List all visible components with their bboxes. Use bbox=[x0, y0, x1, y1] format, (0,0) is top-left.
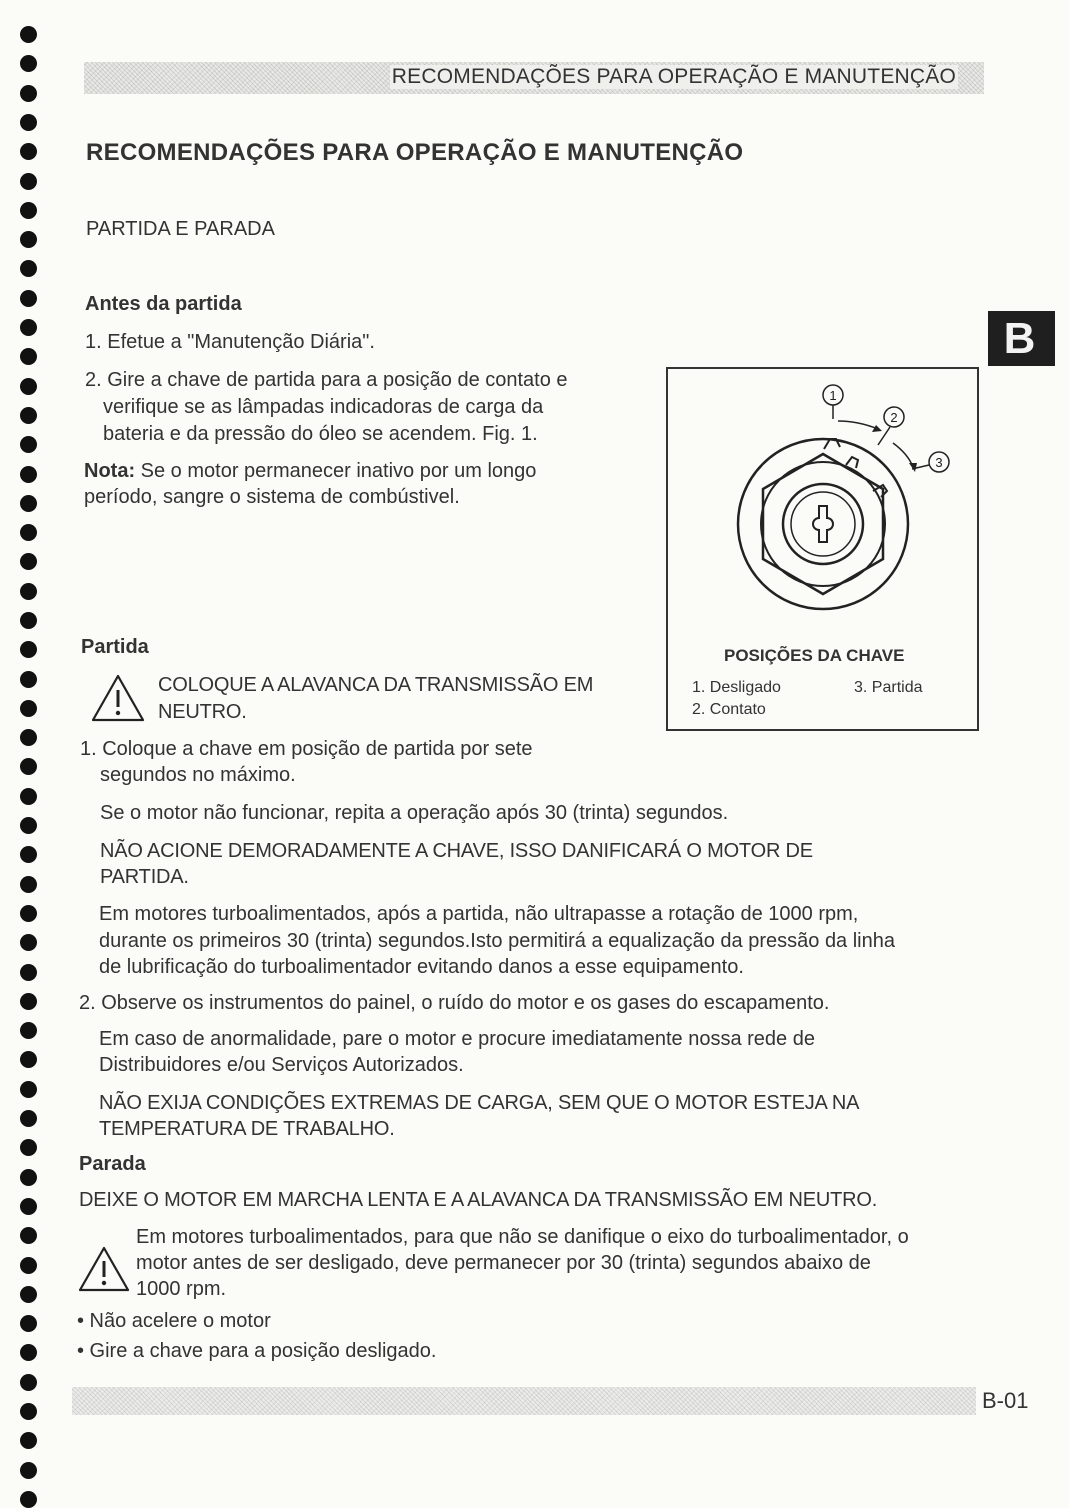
binder-hole bbox=[20, 905, 37, 922]
binder-hole bbox=[20, 964, 37, 981]
binder-hole bbox=[20, 1432, 37, 1449]
partida-turbo-line-3: de lubrificação do turboalimentador evitando danos a esse equipamento. bbox=[99, 956, 744, 978]
antes-item-1: 1. Efetue a "Manutenção Diária". bbox=[85, 331, 375, 353]
binder-hole bbox=[20, 1315, 37, 1332]
page-number: B-01 bbox=[982, 1388, 1029, 1413]
binder-hole bbox=[20, 85, 37, 102]
binder-hole bbox=[20, 1139, 37, 1156]
binder-hole bbox=[20, 260, 37, 277]
binder-hole bbox=[20, 876, 37, 893]
binder-hole bbox=[20, 758, 37, 775]
parada-bullet-1: • Não acelere o motor bbox=[77, 1310, 271, 1332]
binder-hole bbox=[20, 1344, 37, 1361]
binder-hole bbox=[20, 1022, 37, 1039]
binder-hole bbox=[20, 466, 37, 483]
binder-hole bbox=[20, 700, 37, 717]
partida-abnormal-line-1: Em caso de anormalidade, pare o motor e procure imediatamente nossa rede de bbox=[99, 1028, 815, 1050]
note-line-2: período, sangre o sistema de combústivel. bbox=[84, 486, 460, 508]
note-line-1 bbox=[84, 458, 536, 484]
binder-hole bbox=[20, 290, 37, 307]
binder-hole bbox=[20, 231, 37, 248]
partida-repeat: Se o motor não funcionar, repita a operação após 30 (trinta) segundos. bbox=[100, 802, 729, 824]
binder-hole bbox=[20, 495, 37, 512]
note-text-1: Se o motor permanecer inativo por um longo bbox=[135, 460, 537, 482]
binder-hole bbox=[20, 319, 37, 336]
parada-warning-line-2: motor antes de ser desligado, deve permanecer por 30 (trinta) segundos abaixo de bbox=[136, 1252, 871, 1274]
binder-hole bbox=[20, 612, 37, 629]
running-header bbox=[84, 62, 984, 94]
switch-hex-nut bbox=[763, 454, 883, 594]
binder-hole bbox=[20, 583, 37, 600]
parada-bullet-2: • Gire a chave para a posição desligado. bbox=[77, 1340, 437, 1362]
section-badge: B bbox=[988, 311, 1055, 366]
antes-item-2-line-1: 2. Gire a chave de partida para a posição de contato e bbox=[85, 369, 568, 391]
partida-item-1-line-1: 1. Coloque a chave em posição de partida por sete bbox=[80, 738, 533, 760]
parada-warning-line-3: 1000 rpm. bbox=[136, 1278, 227, 1300]
binder-hole bbox=[20, 1462, 37, 1479]
antes-heading: Antes da partida bbox=[85, 293, 242, 315]
binder-hole bbox=[20, 436, 37, 453]
binder-hole bbox=[20, 524, 37, 541]
partida-heading: Partida bbox=[81, 636, 149, 658]
partida-turbo-line-1: Em motores turboalimentados, após a partida, não ultrapasse a rotação de 1000 rpm, bbox=[99, 903, 859, 925]
key-positions-figure bbox=[666, 367, 979, 731]
binder-hole bbox=[20, 1169, 37, 1186]
partida-warning-line-1: COLOQUE A ALAVANCA DA TRANSMISSÃO EM bbox=[158, 674, 594, 696]
binder-holes bbox=[20, 0, 44, 1500]
binder-hole bbox=[20, 1227, 37, 1244]
position-marker-2-label: 2 bbox=[890, 410, 898, 425]
binder-hole bbox=[20, 1403, 37, 1420]
binder-hole bbox=[20, 1257, 37, 1274]
partida-item-1-line-2: segundos no máximo. bbox=[100, 764, 296, 786]
partida-item-2: 2. Observe os instrumentos do painel, o ruído do motor e os gases do escapamento. bbox=[79, 992, 830, 1014]
binder-hole bbox=[20, 729, 37, 746]
binder-hole bbox=[20, 846, 37, 863]
parada-idle: DEIXE O MOTOR EM MARCHA LENTA E A ALAVANCA DA TRANSMISSÃO EM NEUTRO. bbox=[79, 1189, 878, 1211]
binder-hole bbox=[20, 202, 37, 219]
binder-hole bbox=[20, 1081, 37, 1098]
page-title: RECOMENDAÇÕES PARA OPERAÇÃO E MANUTENÇÃO bbox=[86, 139, 744, 166]
partida-extreme-line-2: TEMPERATURA DE TRABALHO. bbox=[99, 1118, 395, 1140]
section-heading: PARTIDA E PARADA bbox=[86, 218, 275, 240]
position-marker-3-label: 3 bbox=[935, 455, 943, 470]
binder-hole bbox=[20, 641, 37, 658]
parada-heading: Parada bbox=[79, 1153, 146, 1175]
switch-cylinder bbox=[783, 484, 863, 564]
footer-band bbox=[72, 1387, 976, 1415]
binder-hole bbox=[20, 143, 37, 160]
warning-icon bbox=[77, 1245, 131, 1293]
parada-warning-line-1: Em motores turboalimentados, para que não se danifique o eixo do turboalimentador, o bbox=[136, 1226, 909, 1248]
binder-hole bbox=[20, 114, 37, 131]
note-label: Nota: bbox=[84, 460, 136, 482]
binder-hole bbox=[20, 407, 37, 424]
binder-hole bbox=[20, 817, 37, 834]
binder-hole bbox=[20, 788, 37, 805]
partida-caution-line-1: NÃO ACIONE DEMORADAMENTE A CHAVE, ISSO DANIFICARÁ O MOTOR DE bbox=[100, 840, 813, 862]
partida-abnormal-line-2: Distribuidores e/ou Serviços Autorizados. bbox=[99, 1054, 464, 1076]
binder-hole bbox=[20, 1051, 37, 1068]
binder-hole bbox=[20, 934, 37, 951]
binder-hole bbox=[20, 348, 37, 365]
arrow-1-to-2 bbox=[838, 421, 878, 429]
binder-hole bbox=[20, 993, 37, 1010]
key-slot bbox=[813, 506, 833, 542]
figure-caption: POSIÇÕES DA CHAVE bbox=[724, 646, 905, 665]
partida-extreme-line-1: NÃO EXIJA CONDIÇÕES EXTREMAS DE CARGA, SEM QUE O MOTOR ESTEJA NA bbox=[99, 1092, 860, 1114]
binder-hole bbox=[20, 671, 37, 688]
binder-hole bbox=[20, 553, 37, 570]
binder-hole bbox=[20, 1374, 37, 1391]
binder-hole bbox=[20, 26, 37, 43]
figure-item-3: 3. Partida bbox=[854, 679, 923, 696]
running-header-text: RECOMENDAÇÕES PARA OPERAÇÃO E MANUTENÇÃO bbox=[391, 65, 956, 88]
partida-turbo-line-2: durante os primeiros 30 (trinta) segundos.Isto permitirá a equalização da pressão da linha bbox=[99, 930, 895, 952]
antes-item-2-line-3: bateria e da pressão do óleo se acendem. Fig. 1. bbox=[103, 423, 538, 445]
binder-hole bbox=[20, 55, 37, 72]
antes-item-2-line-2: verifique se as lâmpadas indicadoras de carga da bbox=[103, 396, 544, 418]
binder-hole bbox=[20, 1110, 37, 1127]
switch-bezel bbox=[761, 462, 885, 586]
partida-caution-line-2: PARTIDA. bbox=[100, 866, 189, 888]
position-marker-1-label: 1 bbox=[829, 388, 837, 403]
partida-warning-line-2: NEUTRO. bbox=[158, 701, 247, 723]
binder-hole bbox=[20, 1198, 37, 1215]
switch-cylinder-inner bbox=[791, 492, 855, 556]
binder-hole bbox=[20, 1286, 37, 1303]
figure-item-2: 2. Contato bbox=[692, 701, 766, 718]
binder-hole bbox=[20, 173, 37, 190]
warning-icon bbox=[90, 673, 146, 723]
figure-item-1: 1. Desligado bbox=[692, 679, 781, 696]
arrow-head-1 bbox=[872, 425, 882, 432]
binder-hole bbox=[20, 378, 37, 395]
